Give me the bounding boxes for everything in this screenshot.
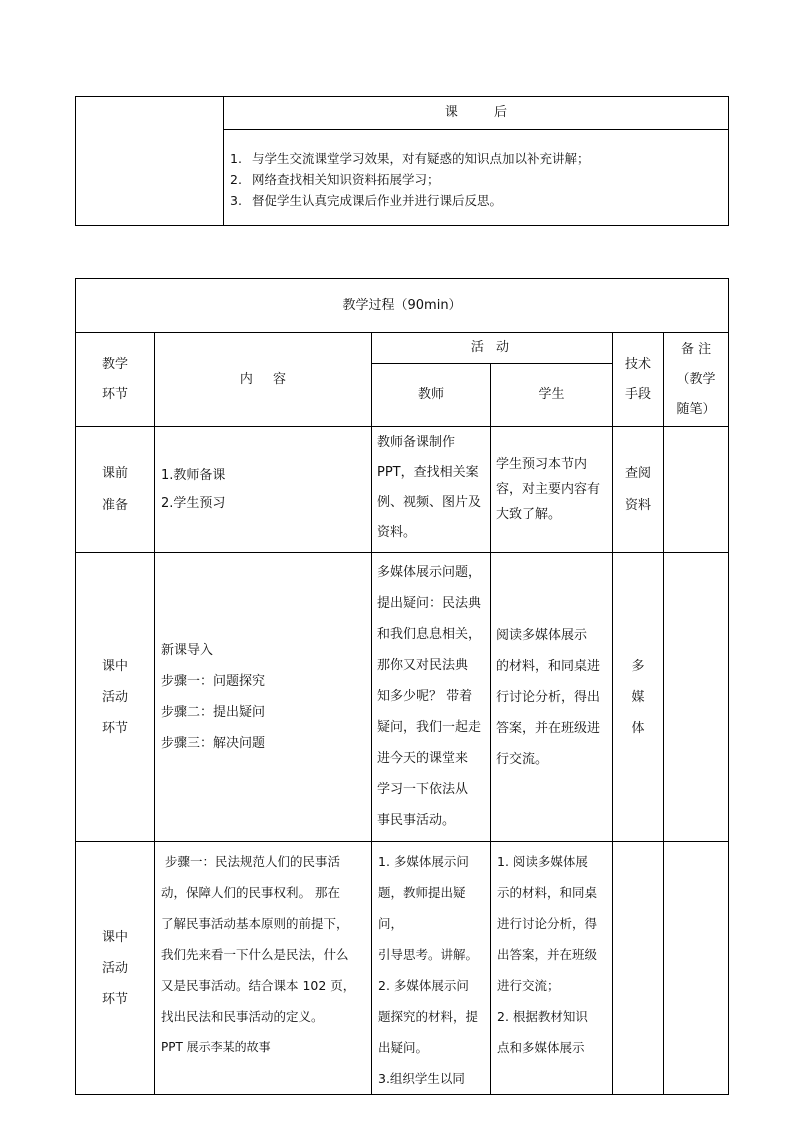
notes-cell (664, 553, 729, 842)
header-student: 学生 (491, 364, 613, 427)
header-stage: 教学 环节 (76, 333, 155, 427)
student-cell: 1. 阅读多媒体展 示的材料，和同桌 进行讨论分析，得 出答案，并在班级 进行交流； 2. 根据教材知识 点和多媒体展示 (491, 842, 613, 1095)
header-teacher: 教师 (372, 364, 491, 427)
table-row (76, 427, 729, 553)
blank-cell (76, 97, 224, 226)
student-cell: 阅读多媒体展示 的材料，和同桌进 行讨论分析，得出 答案，并在班级进 行交流。 (491, 553, 613, 842)
table-row (76, 553, 729, 842)
teacher-cell: 多媒体展示问题， 提出疑问：民法典 和我们息息相关， 那你又对民法典 知多少呢？ 带着 疑问，我们一起走 进今天的课堂来 学习一下依法从 事民事活动。 (372, 553, 491, 842)
after-class-list (224, 130, 729, 226)
notes-cell (664, 427, 729, 553)
list-item: 1. 与学生交流课堂学习效果，对有疑惑的知识点加以补充讲解； (230, 151, 590, 166)
tech-cell (613, 842, 664, 1095)
tech-cell: 多 媒 体 (613, 553, 664, 842)
stage-cell: 课前 准备 (76, 427, 155, 553)
process-title: 教学过程（90min） (76, 279, 729, 333)
content-cell: 步骤一：民法规范人们的民事活 动，保障人们的民事权利。 那在 了解民事活动基本原则的前提下， 我们先来看一下什么是民法，什么 又是民事活动。结合课本 102 页， 找出民法和民事活动的定义。 PPT 展示李某的故事 (155, 842, 372, 1095)
teaching-process-table (75, 278, 729, 1095)
notes-cell (664, 842, 729, 1095)
tech-cell: 查阅 资料 (613, 427, 664, 553)
after-class-table (75, 96, 729, 226)
list-item: 2. 网络查找相关知识资料拓展学习； (230, 172, 440, 187)
header-content: 内 容 (155, 333, 372, 427)
content-cell: 1.教师备课 2.学生预习 (155, 427, 372, 553)
table-row (76, 842, 729, 1095)
header-tech: 技术 手段 (613, 333, 664, 427)
stage-cell: 课中 活动 环节 (76, 553, 155, 842)
list-item: 3. 督促学生认真完成课后作业并进行课后反思。 (230, 193, 503, 208)
stage-cell: 课中 活动 环节 (76, 842, 155, 1095)
header-activity: 活 动 (372, 333, 613, 364)
after-class-heading: 课 后 (224, 97, 729, 130)
content-cell: 新课导入 步骤一：问题探究 步骤二：提出疑问 步骤三：解决问题 (155, 553, 372, 842)
teacher-cell: 教师备课制作 PPT，查找相关案 例、视频、图片及 资料。 (372, 427, 491, 553)
header-notes: 备 注 （教学 随笔） (664, 333, 729, 427)
teacher-cell: 1. 多媒体展示问 题，教师提出疑问， 引导思考。讲解。 2. 多媒体展示问 题探究的材料，提 出疑问。 3.组织学生以同 (372, 842, 491, 1095)
student-cell: 学生预习本节内 容，对主要内容有 大致了解。 (491, 427, 613, 553)
